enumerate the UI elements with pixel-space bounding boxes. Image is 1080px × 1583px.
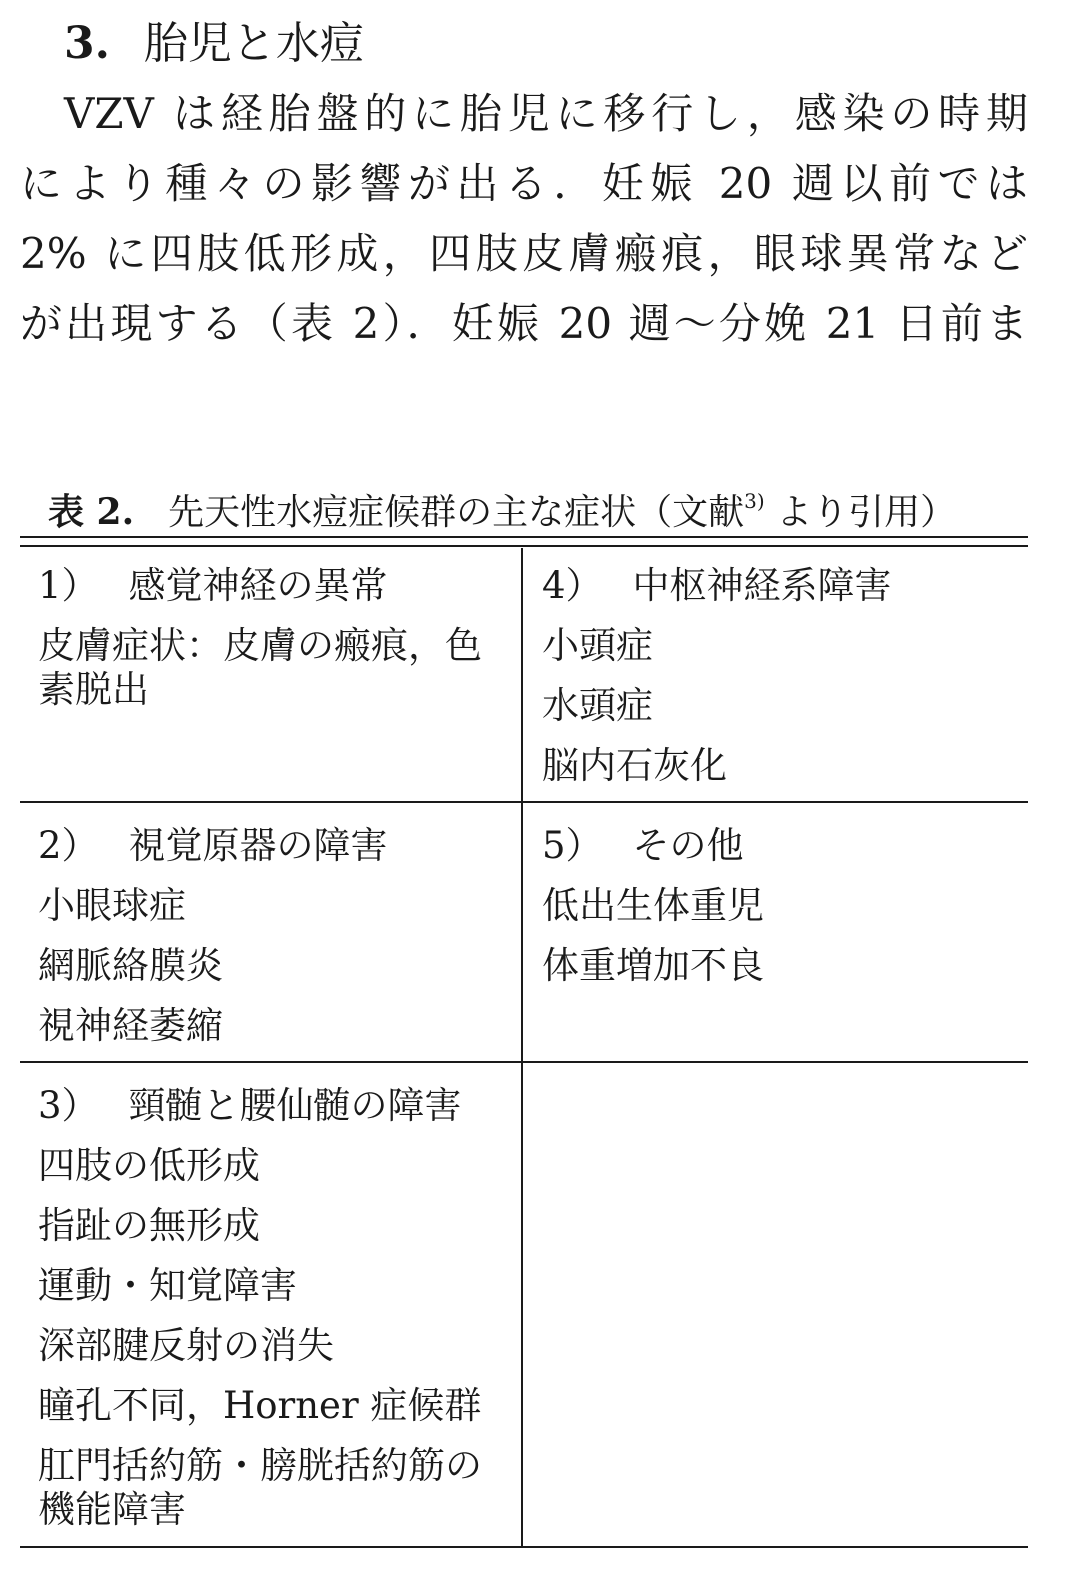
symptom-item: 四肢の低形成 — [38, 1144, 260, 1187]
symptom-item: 深部腱反射の消失 — [38, 1324, 334, 1367]
section-heading — [64, 14, 364, 74]
cell-index: 2） — [38, 824, 99, 867]
cell-index: 1） — [38, 564, 99, 607]
cell-title: 中枢神経系障害 — [632, 564, 892, 607]
cell-index: 4） — [542, 564, 603, 607]
cell-index: 5） — [542, 824, 603, 867]
paragraph-line: 2% に四肢低形成，四肢皮膚瘢痕，眼球異常など — [20, 229, 1028, 278]
paragraph-line: により種々の影響が出る．妊娠 20 週以前では — [20, 159, 1028, 208]
table-row-divider — [20, 1061, 1028, 1063]
table-row-divider — [20, 801, 1028, 803]
symptom-item: 水頭症 — [542, 684, 653, 727]
table-top-rule-inner — [20, 545, 1028, 547]
table-cell-cns — [542, 556, 1012, 796]
cell-heading — [542, 556, 1012, 616]
symptom-item: 網脈絡膜炎 — [38, 944, 223, 987]
table-cell-visual — [38, 816, 508, 1056]
cell-index: 3） — [38, 1084, 99, 1127]
cell-title: その他 — [632, 824, 744, 867]
symptom-item: 低出生体重児 — [542, 884, 764, 927]
symptom-item: 皮膚症状：皮膚の瘢痕，色素脱出 — [38, 624, 482, 711]
symptom-item: 運動・知覚障害 — [38, 1264, 297, 1307]
cell-heading — [38, 556, 508, 616]
table-cell-sensory — [38, 556, 508, 720]
paragraph-line: VZV は経胎盤的に胎児に移行し，感染の時期 — [64, 89, 1028, 138]
symptom-item: 肛門括約筋・膀胱括約筋の機能障害 — [38, 1444, 482, 1531]
symptom-item: 瞳孔不同，Horner 症候群 — [38, 1384, 482, 1427]
table-caption — [48, 476, 956, 538]
table-column-divider — [521, 548, 523, 1548]
symptom-item: 小頭症 — [542, 624, 653, 667]
table-bottom-rule — [20, 1546, 1028, 1548]
cell-heading — [542, 816, 1012, 876]
table-caption-label: 表 2. — [48, 491, 135, 533]
cell-title: 感覚神経の異常 — [128, 564, 388, 607]
reference-superscript: 3) — [744, 489, 765, 513]
table-top-rule — [20, 536, 1028, 538]
symptom-item: 指趾の無形成 — [38, 1204, 260, 1247]
cell-heading — [38, 1076, 508, 1136]
section-title: 胎児と水痘 — [143, 18, 364, 69]
table-cell-other — [542, 816, 1012, 996]
table-caption-text: 先天性水痘症候群の主な症状（文献 — [168, 492, 745, 533]
section-number: 3. — [64, 18, 110, 69]
table-caption-suffix: より引用） — [764, 492, 957, 533]
symptom-item: 体重増加不良 — [542, 944, 764, 987]
cell-heading — [38, 816, 508, 876]
symptom-item: 脳内石灰化 — [542, 744, 727, 787]
cell-title: 頸髄と腰仙髄の障害 — [128, 1084, 462, 1127]
cell-title: 視覚原器の障害 — [128, 824, 388, 867]
symptom-item: 視神経萎縮 — [38, 1004, 223, 1047]
paragraph-line: が出現する（表 2）．妊娠 20 週〜分娩 21 日前ま — [20, 299, 1028, 348]
table-cell-spinal — [38, 1076, 508, 1540]
symptom-item: 小眼球症 — [38, 884, 186, 927]
